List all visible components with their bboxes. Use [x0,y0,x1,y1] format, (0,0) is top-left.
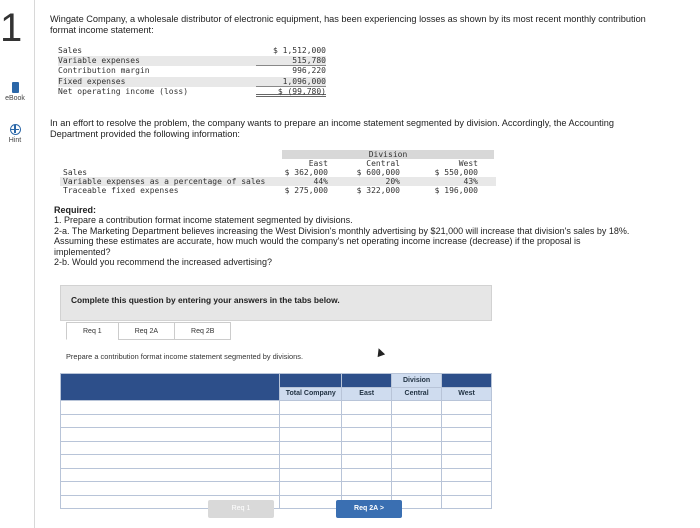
prepare-instruction: Prepare a contribution format income statement segmented by divisions. [66,352,304,361]
is-label: Contribution margin [58,66,150,76]
row-label: Variable expenses as a percentage of sales [63,177,266,186]
intro-text: Wingate Company, a wholesale distributor of electronic equipment, has been experiencing losses as shown by its most recent monthly contribution format income statement: [50,14,646,35]
answer-row [61,428,492,442]
cell-input[interactable] [392,428,442,442]
is-row-fixed [58,77,326,87]
west-value: $ 550,000 [434,168,478,177]
tab-req-1[interactable]: Req 1 [66,322,118,340]
tab-req-2a[interactable]: Req 2A [118,322,174,340]
required-title: Required: [54,205,97,215]
east-value: $ 362,000 [284,168,328,177]
west-value: 43% [463,177,478,186]
prev-button[interactable]: Req 1 [208,500,274,518]
answer-row [61,401,492,415]
row-label-input[interactable] [61,414,280,428]
cell-input[interactable] [342,441,392,455]
row-label-input[interactable] [61,468,280,482]
sidebar-divider [34,0,35,528]
answer-row [61,414,492,428]
east-value: $ 275,000 [284,186,328,195]
cell-input[interactable] [442,482,492,496]
is-value: $ 1,512,000 [273,46,326,55]
is-row-variable [58,56,326,66]
cell-input[interactable] [342,414,392,428]
is-value: $ (99,780) [256,87,326,97]
division-header-cell: Division [392,374,442,388]
cell-input[interactable] [442,468,492,482]
col-east: East [342,387,392,401]
col-central: Central [366,159,400,168]
answer-row [61,455,492,469]
row-label-input[interactable] [61,441,280,455]
required-item: 2-b. Would you recommend the increased advertising? [54,257,272,268]
cell-input[interactable] [342,455,392,469]
is-value: 515,780 [256,56,326,66]
cell-input[interactable] [280,482,342,496]
division-header: Division [282,150,494,159]
division-row-variable [60,177,496,186]
tab-req-2b[interactable]: Req 2B [174,322,231,340]
is-value: 996,220 [292,66,326,76]
cell-input[interactable] [442,401,492,415]
cell-input[interactable] [442,428,492,442]
answer-row [61,468,492,482]
answer-row [61,495,492,509]
cell-input[interactable] [280,401,342,415]
book-icon [12,82,19,93]
is-row-sales [58,46,326,56]
tabs-instruction-panel [60,285,492,321]
ebook-button[interactable] [0,82,30,102]
col-east: East [308,159,328,168]
cell-input[interactable] [442,441,492,455]
required-section [54,205,634,267]
hint-button[interactable] [0,124,30,144]
is-label: Sales [58,46,83,55]
tabs-instruction: Complete this question by entering your answers in the tabs below. [71,295,340,305]
cell-input[interactable] [442,495,492,509]
is-row-net [58,87,326,97]
cell-input[interactable] [392,482,442,496]
is-label: Variable expenses [58,56,140,66]
income-statement [58,46,326,97]
cell-input[interactable] [342,401,392,415]
division-col-headers [60,159,496,168]
division-row-fixed [60,186,496,195]
is-row-contribution [58,66,326,76]
cell-input[interactable] [280,468,342,482]
central-value: 20% [385,177,400,186]
row-label-input[interactable] [61,401,280,415]
next-button[interactable]: Req 2A > [336,500,402,518]
cell-input[interactable] [392,441,442,455]
mouse-cursor-icon [375,347,385,357]
header-blank-cell [342,374,392,388]
hint-icon [10,124,21,135]
cell-input[interactable] [342,468,392,482]
col-west: West [458,159,478,168]
question-number: 1 [0,6,23,50]
cell-input[interactable] [392,414,442,428]
cell-input[interactable] [342,428,392,442]
header-blank-cell [61,374,280,401]
answer-row [61,441,492,455]
required-item: 1. Prepare a contribution format income statement segmented by divisions. [54,215,353,226]
hint-label: Hint [8,137,22,144]
cell-input[interactable] [342,482,392,496]
cell-input[interactable] [280,441,342,455]
cell-input[interactable] [280,455,342,469]
cell-input[interactable] [280,495,342,509]
cell-input[interactable] [280,414,342,428]
east-value: 44% [313,177,328,186]
header-blank-cell [442,374,492,388]
cell-input[interactable] [392,401,442,415]
header-blank-cell [280,374,342,388]
required-item: 2-a. The Marketing Department believes increasing the West Division's monthly advertising by $21,000 will increase that division's sales by 18%. Assuming these estimates are accurate, how much would the company's net operating income increase (decrease) if the proposal is implemented? [54,225,630,257]
row-label-input[interactable] [61,455,280,469]
cell-input[interactable] [392,455,442,469]
central-value: $ 600,000 [356,168,400,177]
row-label-input[interactable] [61,428,280,442]
division-row-sales [60,168,496,177]
cell-input[interactable] [392,468,442,482]
is-label: Net operating income (loss) [58,86,189,96]
cell-input[interactable] [442,414,492,428]
row-label: Traceable fixed expenses [63,186,179,195]
answer-header-row [61,374,492,388]
ebook-label: eBook [5,95,25,102]
central-value: $ 322,000 [356,186,400,195]
tab-bar [66,322,231,340]
intro2-text: In an effort to resolve the problem, the company wants to prepare an income statement segmented by division. Accordingly, the Accounting Department provided the following information: [50,118,614,139]
col-total-company: Total Company [280,387,342,401]
west-value: $ 196,000 [434,186,478,195]
cell-input[interactable] [442,455,492,469]
col-central: Central [392,387,442,401]
answer-table [60,373,492,509]
col-west: West [442,387,492,401]
row-label-input[interactable] [61,482,280,496]
is-value: 1,096,000 [256,77,326,87]
row-label: Sales [63,168,88,177]
answer-row [61,482,492,496]
cell-input[interactable] [280,428,342,442]
is-label: Fixed expenses [58,76,126,86]
